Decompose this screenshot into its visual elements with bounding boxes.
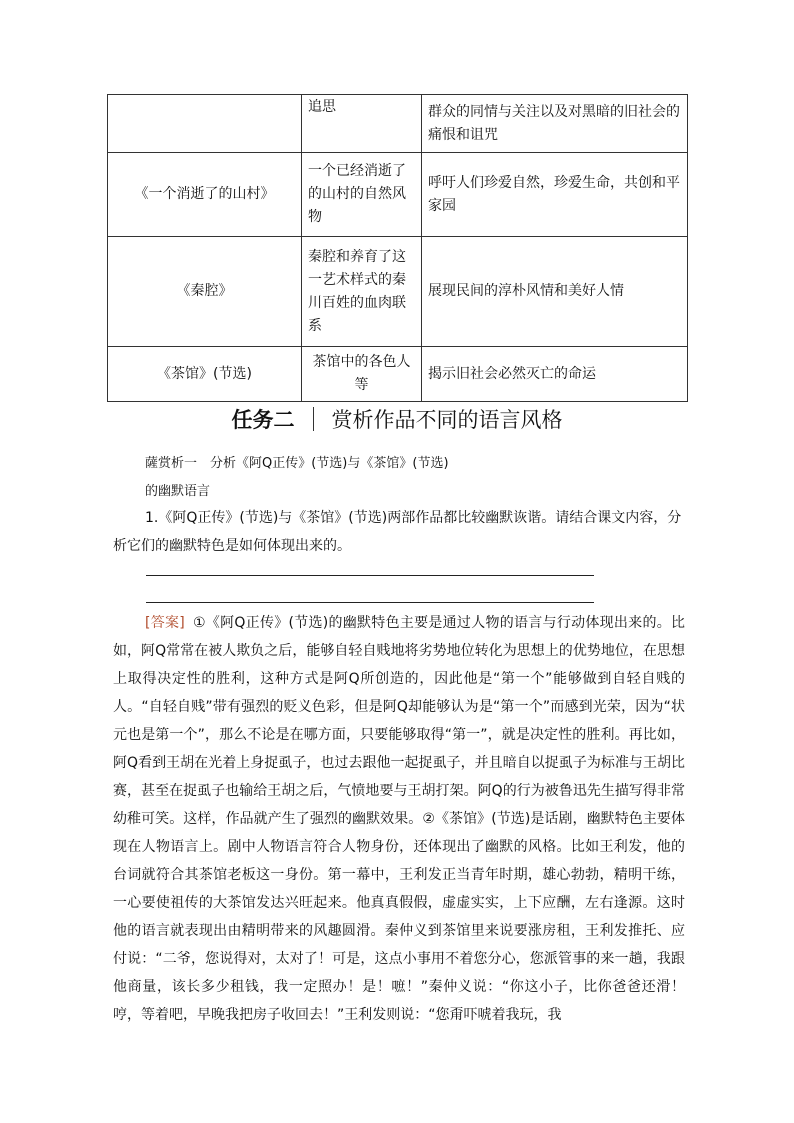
work-title-cell <box>108 95 302 153</box>
answer-blank-line <box>146 602 594 603</box>
work-content-cell: 追思 <box>302 95 422 153</box>
work-title-cell: 《茶馆》(节选) <box>108 347 302 402</box>
task-number: 任务二 <box>231 408 295 432</box>
task-title: 赏析作品不同的语言风格 <box>331 408 563 432</box>
table-row <box>108 95 688 153</box>
work-title-cell: 《一个消逝了的山村》 <box>108 153 302 237</box>
answer-paragraph <box>113 609 685 1029</box>
subtask-title: 薩赏析一 分析《阿Q正传》(节选)与《茶馆》(节选) <box>145 456 449 471</box>
work-content-cell: 一个已经消逝了的山村的自然风物 <box>302 153 422 237</box>
works-table <box>107 94 688 402</box>
work-title-cell: 《秦腔》 <box>108 237 302 347</box>
heading-divider <box>313 407 314 431</box>
work-theme-cell: 揭示旧社会必然灭亡的命运 <box>422 347 688 402</box>
subtask-title-continued: 的幽默语言 <box>145 484 211 499</box>
work-theme-cell: 群众的同情与关注以及对黑暗的旧社会的痛恨和诅咒 <box>422 95 688 153</box>
table-row <box>108 237 688 347</box>
work-theme-cell: 呼吁人们珍爱自然，珍爱生命，共创和平家园 <box>422 153 688 237</box>
task-heading <box>0 404 794 436</box>
table-row <box>108 347 688 402</box>
work-content-cell: 茶馆中的各色人等 <box>302 347 422 402</box>
work-content-cell: 秦腔和养育了这一艺术样式的秦川百姓的血肉联系 <box>302 237 422 347</box>
table-row <box>108 153 688 237</box>
answer-tag: [答案] <box>145 615 185 631</box>
work-theme-cell: 展现民间的淳朴风情和美好人情 <box>422 237 688 347</box>
answer-blank-line <box>146 575 594 576</box>
answer-text: ①《阿Q正传》(节选)的幽默特色主要是通过人物的语言与行动体现出来的。比如，阿Q常常在被人欺负之后，能够自轻自贱地将劣势地位转化为思想上的优势地位，在思想上取得决定性的胜利，这种方式是阿Q所创造的，因此他是“第一个”能够做到自轻自贱的人。“自轻自贱”带有强烈的贬义色彩，但是阿Q却能够认为是“第一个”而感到光荣，因为“状元也是第一个”，那么不论是在哪方面，只要能够取得“第一”，就是决定性的胜利。再比如，阿Q看到王胡在光着上身捉虱子，也过去跟他一起捉虱子，并且暗自以捉虱子为标准与王胡比赛，甚至在捉虱子也输给王胡之后，气愤地要与王胡打架。阿Q的行为被鲁迅先生描写得非常幼稚可笑。这样，作品就产生了强烈的幽默效果。②《茶馆》(节选)是话剧，幽默特色主要体现在人物语言上。剧中人物语言符合人物身份，还体现出了幽默的风格。比如王利发，他的台词就符合其茶馆老板这一身份。第一幕中，王利发正当青年时期，雄心勃勃，精明干练，一心要使祖传的大茶馆发达兴旺起来。他真真假假，虚虚实实，上下应酬，左右逢源。这时他的语言就表现出由精明带来的风趣圆滑。秦仲义到茶馆里来说要涨房租，王利发推托、应付说：“二爷，您说得对，太对了！可是，这点小事用不着您分心，您派管事的来一趟，我跟他商量，该长多少租钱，我一定照办！是！嗻！”秦仲义说：“你这小子，比你爸爸还滑！哼，等着吧，早晚我把房子收回去！”王利发则说：“您甭吓唬着我玩，我 <box>113 615 685 1023</box>
question-text: 1.《阿Q正传》(节选)与《茶馆》(节选)两部作品都比较幽默诙谐。请结合课文内容，分析它们的幽默特色是如何体现出来的。 <box>113 510 682 554</box>
